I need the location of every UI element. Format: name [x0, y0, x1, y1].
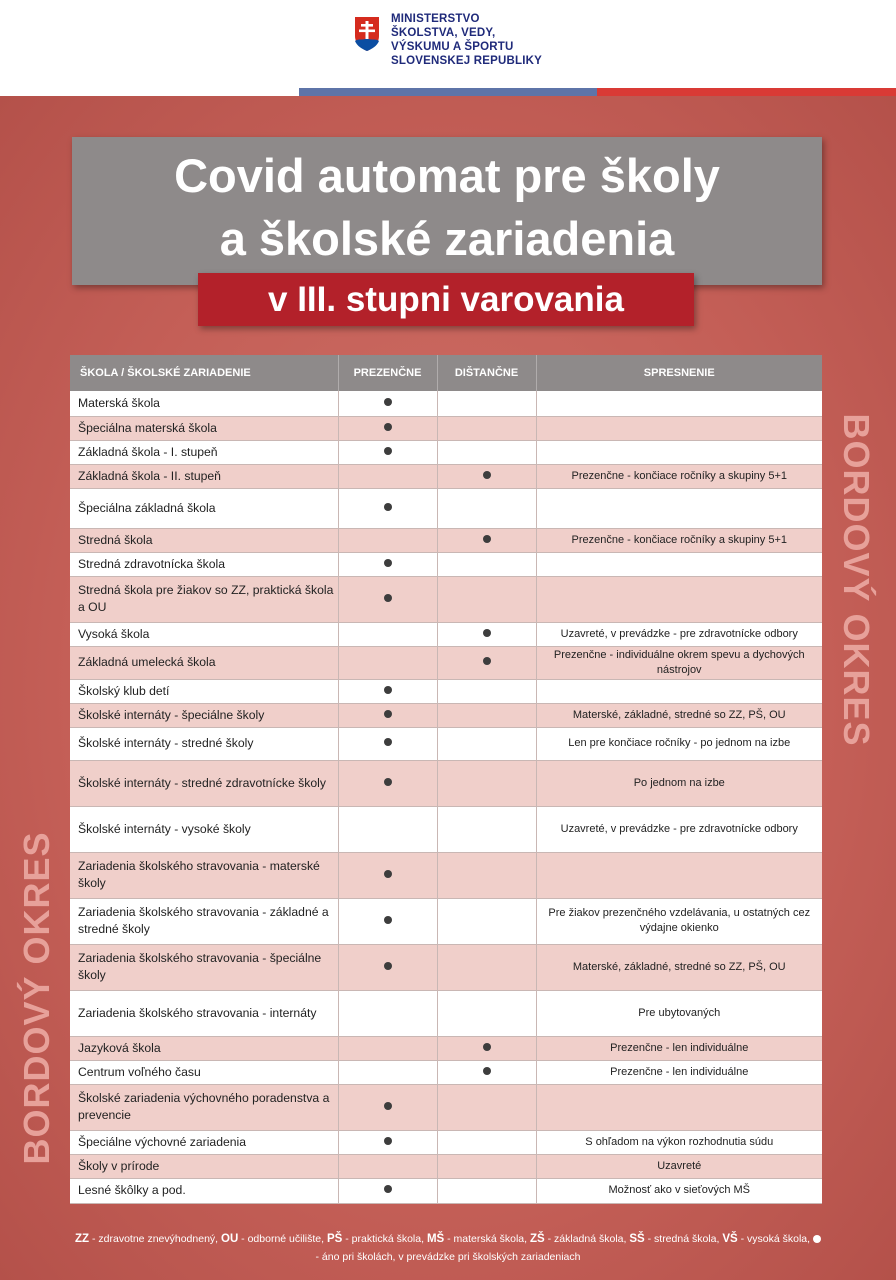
tricolor-stripe [0, 88, 896, 96]
bullet-dot-icon [384, 778, 392, 786]
note-cell [536, 416, 822, 440]
schools-table [70, 355, 822, 1204]
legend-dot-text: - áno pri školách, v prevádzke pri školských zariadeniach [315, 1251, 581, 1263]
prezencne-cell [338, 622, 437, 646]
bullet-dot-icon [384, 870, 392, 878]
note-cell: Len pre končiace ročníky - po jednom na izbe [536, 727, 822, 760]
bullet-dot-icon [384, 916, 392, 924]
note-cell: Materské, základné, stredné so ZZ, PŠ, OU [536, 703, 822, 727]
table-row [70, 488, 822, 528]
distancne-cell [437, 440, 536, 464]
bullet-dot-icon [483, 629, 491, 637]
table-row [70, 391, 822, 416]
table-row [70, 944, 822, 990]
legend-abbr: PŠ [326, 1233, 343, 1245]
subtitle-banner: v III. stupni varovania [198, 273, 694, 326]
ministry-line: SLOVENSKEJ REPUBLIKY [391, 55, 542, 67]
distancne-cell [437, 990, 536, 1036]
prezencne-cell [338, 1178, 437, 1203]
distancne-cell [437, 806, 536, 852]
prezencne-cell [338, 760, 437, 806]
bullet-dot-icon [384, 962, 392, 970]
title-line-2: a školské zariadenia [219, 212, 675, 265]
table-row [70, 898, 822, 944]
bullet-dot-icon [384, 1185, 392, 1193]
distancne-cell [437, 416, 536, 440]
table-row [70, 646, 822, 679]
school-name-cell: Školské internáty - stredné zdravotnícke školy [70, 760, 338, 806]
prezencne-cell [338, 488, 437, 528]
prezencne-cell [338, 464, 437, 488]
distancne-cell [437, 622, 536, 646]
table-row [70, 528, 822, 552]
distancne-cell [437, 646, 536, 679]
school-name-cell: Školský klub detí [70, 679, 338, 703]
bullet-dot-icon [384, 447, 392, 455]
table-row [70, 1060, 822, 1084]
note-cell [536, 391, 822, 416]
bullet-dot-icon [483, 1043, 491, 1051]
slovak-coat-of-arms-icon [352, 14, 382, 54]
note-cell [536, 576, 822, 622]
legend-abbr: VŠ [722, 1233, 738, 1245]
table-row [70, 1154, 822, 1178]
prezencne-cell [338, 1060, 437, 1084]
bullet-dot-icon [384, 594, 392, 602]
distancne-cell [437, 1084, 536, 1130]
bullet-dot-icon [483, 657, 491, 665]
note-cell [536, 488, 822, 528]
table-row [70, 416, 822, 440]
bullet-dot-icon [384, 1102, 392, 1110]
ministry-line: ŠKOLSTVA, VEDY, [391, 27, 496, 39]
table-row [70, 1178, 822, 1203]
header-prezencne: PREZENČNE [338, 355, 437, 391]
ministry-header [0, 0, 896, 88]
prezencne-cell [338, 1084, 437, 1130]
prezencne-cell [338, 898, 437, 944]
note-cell: Materské, základné, stredné so ZZ, PŠ, OU [536, 944, 822, 990]
note-cell: Prezenčne - končiace ročníky a skupiny 5+1 [536, 528, 822, 552]
bullet-dot-icon [384, 423, 392, 431]
legend-text: - materská škola, [447, 1233, 528, 1245]
table-row [70, 622, 822, 646]
school-name-cell: Základná umelecká škola [70, 646, 338, 679]
legend-text: - stredná škola, [647, 1233, 720, 1245]
prezencne-cell [338, 806, 437, 852]
legend-abbr: ZŠ [530, 1233, 545, 1245]
school-name-cell: Školy v prírode [70, 1154, 338, 1178]
note-cell: Prezenčne - individuálne okrem spevu a dychových nástrojov [536, 646, 822, 679]
bullet-dot-icon [384, 710, 392, 718]
note-cell: Uzavreté, v prevádzke - pre zdravotnícke odbory [536, 622, 822, 646]
table-row [70, 1084, 822, 1130]
legend-text: - zdravotne znevýhodnený, [92, 1233, 219, 1245]
bullet-dot-icon [483, 471, 491, 479]
table-row [70, 727, 822, 760]
school-name-cell: Zariadenia školského stravovania - materské školy [70, 852, 338, 898]
prezencne-cell [338, 703, 437, 727]
table-row [70, 440, 822, 464]
note-cell: Pre ubytovaných [536, 990, 822, 1036]
note-cell: Pre žiakov prezenčného vzdelávania, u ostatných cez výdajne okienko [536, 898, 822, 944]
prezencne-cell [338, 852, 437, 898]
bullet-dot-icon [384, 503, 392, 511]
legend [72, 1230, 824, 1266]
legend-text: - základná škola, [547, 1233, 627, 1245]
bullet-dot-icon [483, 1067, 491, 1075]
distancne-cell [437, 1178, 536, 1203]
header-school: ŠKOLA / ŠKOLSKÉ ZARIADENIE [70, 355, 338, 391]
table-row [70, 990, 822, 1036]
table-header-row [70, 355, 822, 391]
school-name-cell: Školské internáty - vysoké školy [70, 806, 338, 852]
prezencne-cell [338, 990, 437, 1036]
legend-dot-icon [813, 1235, 821, 1243]
note-cell: Uzavreté, v prevádzke - pre zdravotnícke odbory [536, 806, 822, 852]
school-name-cell: Lesné škôlky a pod. [70, 1178, 338, 1203]
distancne-cell [437, 1060, 536, 1084]
legend-abbr: MŠ [426, 1233, 445, 1245]
bullet-dot-icon [384, 686, 392, 694]
distancne-cell [437, 1036, 536, 1060]
distancne-cell [437, 727, 536, 760]
note-cell [536, 552, 822, 576]
school-name-cell: Jazyková škola [70, 1036, 338, 1060]
stripe-blue [299, 88, 598, 96]
distancne-cell [437, 464, 536, 488]
distancne-cell [437, 944, 536, 990]
school-name-cell: Stredná škola pre žiakov so ZZ, praktická škola a OU [70, 576, 338, 622]
table-body [70, 391, 822, 1203]
legend-abbr: ZZ [75, 1233, 90, 1245]
table-row [70, 464, 822, 488]
school-name-cell: Zariadenia školského stravovania - špeciálne školy [70, 944, 338, 990]
legend-abbr: SŠ [629, 1233, 645, 1245]
prezencne-cell [338, 646, 437, 679]
bullet-dot-icon [483, 535, 491, 543]
prezencne-cell [338, 1130, 437, 1154]
prezencne-cell [338, 440, 437, 464]
prezencne-cell [338, 1154, 437, 1178]
prezencne-cell [338, 391, 437, 416]
school-name-cell: Centrum voľného času [70, 1060, 338, 1084]
table-row [70, 852, 822, 898]
title-box [72, 137, 822, 285]
distancne-cell [437, 679, 536, 703]
school-name-cell: Školské zariadenia výchovného poradenstva a prevencie [70, 1084, 338, 1130]
side-label-right: BORDOVÝ OKRES [836, 413, 877, 747]
school-name-cell: Školské internáty - špeciálne školy [70, 703, 338, 727]
bullet-dot-icon [384, 559, 392, 567]
note-cell [536, 440, 822, 464]
distancne-cell [437, 552, 536, 576]
distancne-cell [437, 1154, 536, 1178]
table-row [70, 576, 822, 622]
school-name-cell: Špeciálna materská škola [70, 416, 338, 440]
school-name-cell: Zariadenia školského stravovania - základné a stredné školy [70, 898, 338, 944]
distancne-cell [437, 852, 536, 898]
note-cell [536, 852, 822, 898]
prezencne-cell [338, 727, 437, 760]
table-row [70, 760, 822, 806]
header-spresnenie: SPRESNENIE [536, 355, 822, 391]
title-line-1: Covid automat pre školy [174, 149, 720, 202]
distancne-cell [437, 488, 536, 528]
ministry-line: MINISTERSTVO [391, 13, 480, 25]
distancne-cell [437, 528, 536, 552]
table-row [70, 1036, 822, 1060]
stripe-white [0, 88, 299, 96]
distancne-cell [437, 391, 536, 416]
note-cell [536, 1084, 822, 1130]
legend-text: - vysoká škola, [740, 1233, 811, 1245]
prezencne-cell [338, 1036, 437, 1060]
legend-text: - odborné učilište, [241, 1233, 325, 1245]
note-cell: Možnosť ako v sieťových MŠ [536, 1178, 822, 1203]
note-cell: Prezenčne - len individuálne [536, 1060, 822, 1084]
distancne-cell [437, 576, 536, 622]
side-label-left: BORDOVÝ OKRES [16, 831, 57, 1165]
bullet-dot-icon [384, 398, 392, 406]
distancne-cell [437, 898, 536, 944]
school-name-cell: Stredná škola [70, 528, 338, 552]
school-name-cell: Materská škola [70, 391, 338, 416]
prezencne-cell [338, 679, 437, 703]
note-cell: Po jednom na izbe [536, 760, 822, 806]
prezencne-cell [338, 552, 437, 576]
table-row [70, 1130, 822, 1154]
legend-text: - praktická škola, [345, 1233, 425, 1245]
bullet-dot-icon [384, 738, 392, 746]
note-cell: S ohľadom na výkon rozhodnutia súdu [536, 1130, 822, 1154]
distancne-cell [437, 703, 536, 727]
bullet-dot-icon [384, 1137, 392, 1145]
ministry-line: VÝSKUMU A ŠPORTU [391, 41, 514, 53]
distancne-cell [437, 1130, 536, 1154]
prezencne-cell [338, 576, 437, 622]
table-row [70, 552, 822, 576]
table-row [70, 679, 822, 703]
table-row [70, 806, 822, 852]
table-row [70, 703, 822, 727]
school-name-cell: Školské internáty - stredné školy [70, 727, 338, 760]
school-name-cell: Špeciálna základná škola [70, 488, 338, 528]
distancne-cell [437, 760, 536, 806]
note-cell: Prezenčne - končiace ročníky a skupiny 5+1 [536, 464, 822, 488]
school-name-cell: Zariadenia školského stravovania - internáty [70, 990, 338, 1036]
prezencne-cell [338, 528, 437, 552]
note-cell [536, 679, 822, 703]
note-cell: Uzavreté [536, 1154, 822, 1178]
school-name-cell: Základná škola - II. stupeň [70, 464, 338, 488]
header-distancne: DIŠTANČNE [437, 355, 536, 391]
legend-abbr: OU [221, 1233, 239, 1245]
school-name-cell: Stredná zdravotnícka škola [70, 552, 338, 576]
stripe-red [597, 88, 896, 96]
school-name-cell: Základná škola - I. stupeň [70, 440, 338, 464]
school-name-cell: Vysoká škola [70, 622, 338, 646]
note-cell: Prezenčne - len individuálne [536, 1036, 822, 1060]
school-name-cell: Špeciálne výchovné zariadenia [70, 1130, 338, 1154]
ministry-name [391, 12, 542, 68]
prezencne-cell [338, 944, 437, 990]
prezencne-cell [338, 416, 437, 440]
